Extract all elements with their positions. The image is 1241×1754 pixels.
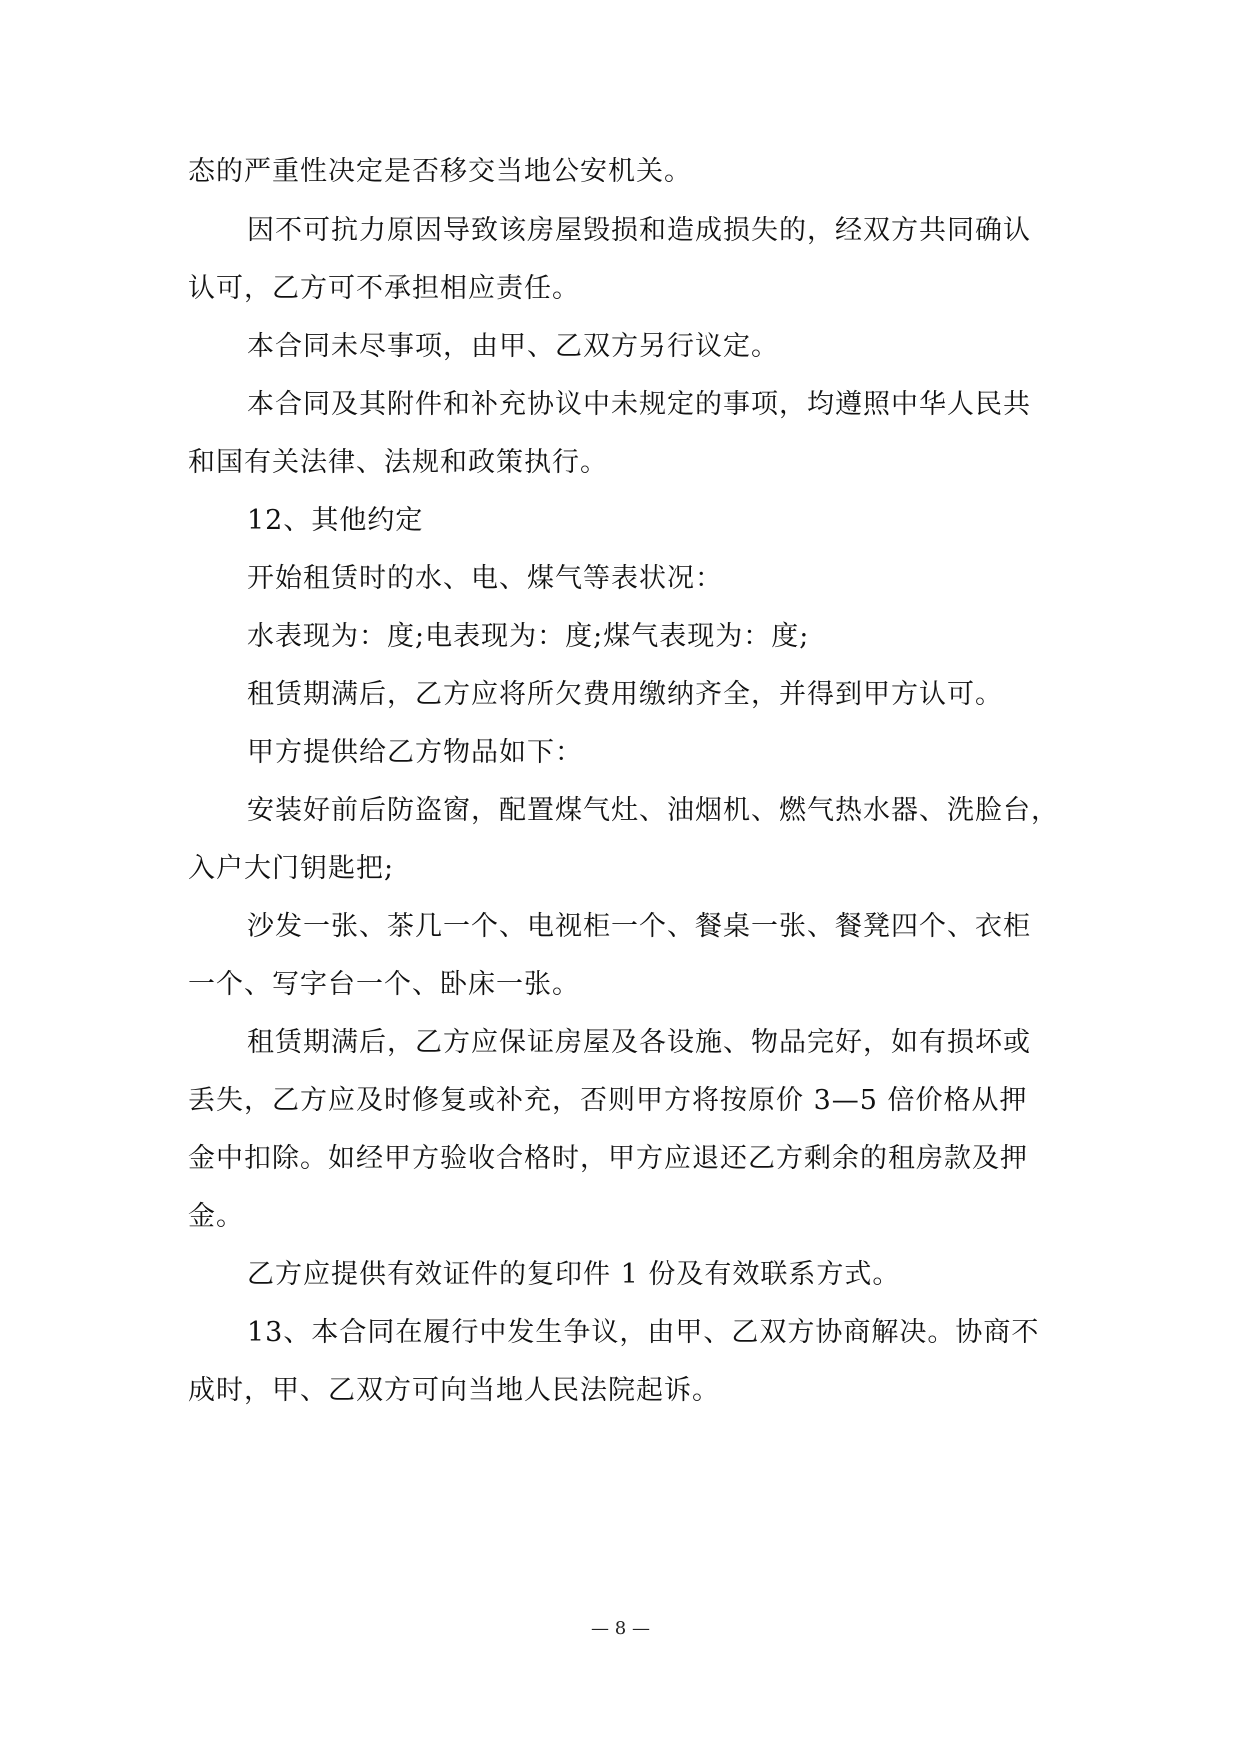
body-line: 成时，甲、乙双方可向当地人民法院起诉。 [188, 1375, 720, 1406]
body-line: 租赁期满后，乙方应将所欠费用缴纳齐全，并得到甲方认可。 [247, 679, 1003, 710]
body-line: 金。 [188, 1201, 244, 1232]
body-line: 租赁期满后，乙方应保证房屋及各设施、物品完好，如有损坏或 [247, 1027, 1031, 1058]
body-line: 和国有关法律、法规和政策执行。 [188, 447, 608, 478]
body-line: 入户大门钥匙把; [188, 853, 395, 884]
body-line: 一个、写字台一个、卧床一张。 [188, 969, 580, 1000]
page-number: — 8 — [591, 1618, 650, 1639]
section-heading: 12、其他约定 [247, 505, 424, 536]
body-line: 水表现为：度;电表现为：度;煤气表现为：度; [247, 621, 810, 652]
body-line: 本合同未尽事项，由甲、乙双方另行议定。 [247, 331, 779, 362]
body-line: 态的严重性决定是否移交当地公安机关。 [188, 156, 692, 187]
body-line: 丢失，乙方应及时修复或补充，否则甲方将按原价 3—5 倍价格从押 [188, 1085, 1028, 1116]
body-line: 认可，乙方可不承担相应责任。 [188, 273, 580, 304]
body-line: 安装好前后防盗窗，配置煤气灶、油烟机、燃气热水器、洗脸台， [247, 795, 1059, 826]
body-line: 金中扣除。如经甲方验收合格时，甲方应退还乙方剩余的租房款及押 [188, 1143, 1028, 1174]
section-heading: 13、本合同在履行中发生争议，由甲、乙双方协商解决。协商不 [247, 1317, 1040, 1348]
body-line: 开始租赁时的水、电、煤气等表状况： [247, 563, 723, 594]
body-line: 因不可抗力原因导致该房屋毁损和造成损失的，经双方共同确认 [247, 215, 1031, 246]
body-line: 甲方提供给乙方物品如下： [247, 737, 583, 768]
body-line: 乙方应提供有效证件的复印件 1 份及有效联系方式。 [247, 1259, 901, 1290]
body-line: 沙发一张、茶几一个、电视柜一个、餐桌一张、餐凳四个、衣柜 [247, 911, 1031, 942]
body-line: 本合同及其附件和补充协议中未规定的事项，均遵照中华人民共 [247, 389, 1031, 420]
